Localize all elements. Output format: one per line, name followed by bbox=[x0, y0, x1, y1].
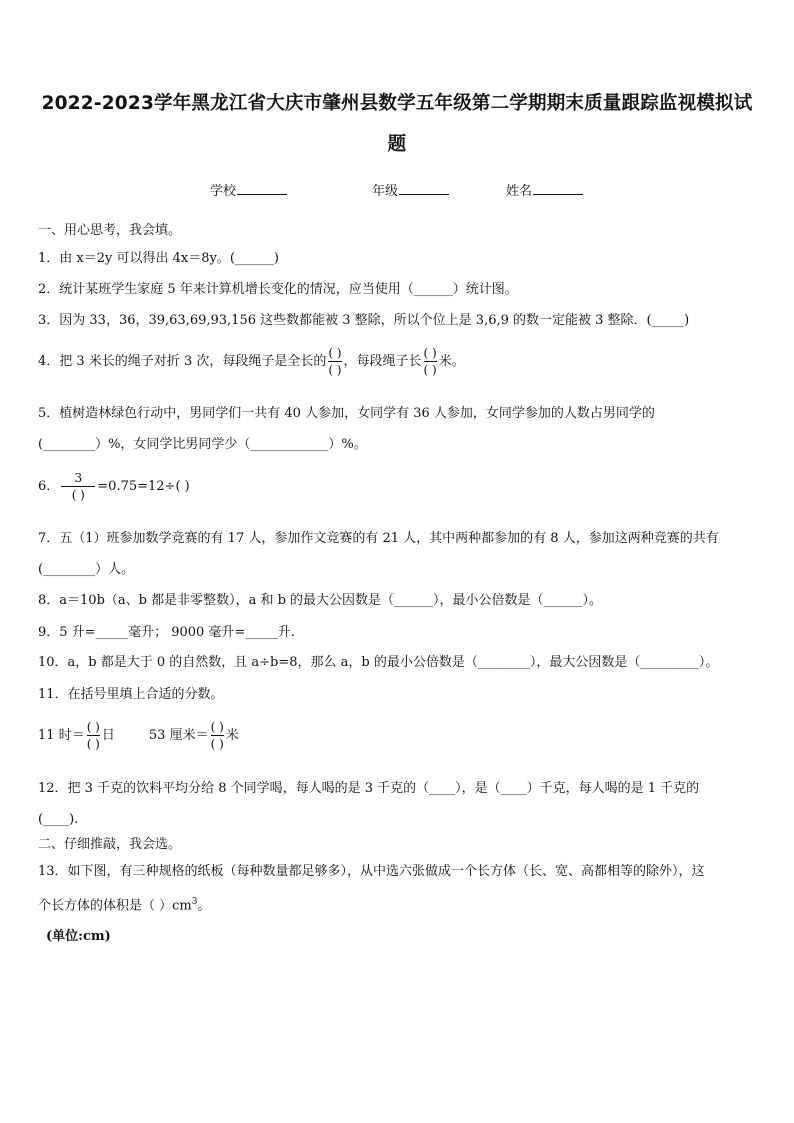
section-1-heading: 一、用心思考，我会填。 bbox=[38, 223, 182, 238]
page-title-continued: 题 bbox=[387, 134, 407, 155]
question-7-line-1: 7．五（1）班参加数学竞赛的有 17 人，参加作文竞赛的有 21 人，其中两种都参加的有 8 人，参加这两种竞赛的共有 bbox=[38, 531, 719, 546]
question-12-line-2: (____). bbox=[38, 812, 79, 827]
question-11-blanks: 11 时＝ $\frac{( )}{( )}$ 日 53 厘米＝ $\frac{( )}{( )}$ 米 bbox=[38, 720, 239, 751]
question-13-line-2: 个长方体的体积是（ ）$cm^3$。 bbox=[38, 897, 211, 914]
fraction-blank: $\frac{( )}{( )}$ bbox=[210, 720, 224, 751]
question-10: 10．a，b 都是大于 0 的自然数，且 a÷b=8，那么 a，b 的最小公倍数是（________），最大公因数是（_________）。 bbox=[38, 655, 719, 670]
question-2: 2．统计某班学生家庭 5 年来计算机增长变化的情况，应当使用（______）统计图。 bbox=[38, 282, 518, 297]
question-8: 8．a＝10b（a、b 都是非零整数），a 和 b 的最大公因数是（______），最小公倍数是（______）。 bbox=[38, 593, 603, 608]
question-1: 1．由 x＝2y 可以得出 4x＝8y。(______) bbox=[38, 251, 279, 266]
fraction-blank: $\frac{( )}{( )}$ bbox=[328, 346, 342, 377]
fraction-blank: $\frac{( )}{( )}$ bbox=[423, 346, 437, 377]
section-2-heading: 二、仔细推敲，我会选。 bbox=[38, 837, 182, 852]
name-field: 姓名 bbox=[506, 180, 583, 199]
grade-field: 年级 bbox=[372, 180, 449, 199]
question-5-line-2: (________）%，女同学比男同学少（____________）%。 bbox=[38, 437, 367, 452]
question-3: 3．因为 33，36，39,63,69,93,156 这些数都能被 3 整除，所以个位上是 3,6,9 的数一定能被 3 整除．(_____) bbox=[38, 313, 690, 328]
question-4: 4．把 3 米长的绳子对折 3 次，每段绳子是全长的 $\frac{( )}{( )}$ ，每段绳子长 $\frac{( )}{( )}$ 米。 bbox=[38, 346, 465, 377]
fraction-blank: $\frac{3}{( )}$ bbox=[61, 470, 95, 503]
question-13-line-1: 13．如下图，有三种规格的纸板（每种数量都足够多），从中选六张做成一个长方体（长、宽、高都相等的除外），这 bbox=[38, 864, 705, 879]
question-12-line-1: 12．把 3 千克的饮料平均分给 8 个同学喝，每人喝的是 3 千克的（____），是（____）千克，每人喝的是 1 千克的 bbox=[38, 781, 700, 796]
unit-note: (单位:cm) bbox=[46, 929, 111, 944]
question-7-line-2: (________）人。 bbox=[38, 562, 135, 577]
page-title: 2022-2023学年黑龙江省大庆市肇州县数学五年级第二学期期末质量跟踪监视模拟试 bbox=[41, 93, 753, 114]
question-11: 11．在括号里填上合适的分数。 bbox=[38, 687, 224, 702]
question-5-line-1: 5．植树造林绿色行动中，男同学们一共有 40 人参加，女同学有 36 人参加，女同学参加的人数占男同学的 bbox=[38, 406, 655, 421]
question-6: 6． $\frac{3}{( )}$ =0.75=12÷( ) bbox=[38, 471, 190, 502]
question-9: 9．5 升=_____毫升； 9000 毫升=_____升. bbox=[38, 625, 295, 640]
fraction-blank: $\frac{( )}{( )}$ bbox=[86, 720, 100, 751]
school-field: 学校 bbox=[210, 180, 287, 199]
